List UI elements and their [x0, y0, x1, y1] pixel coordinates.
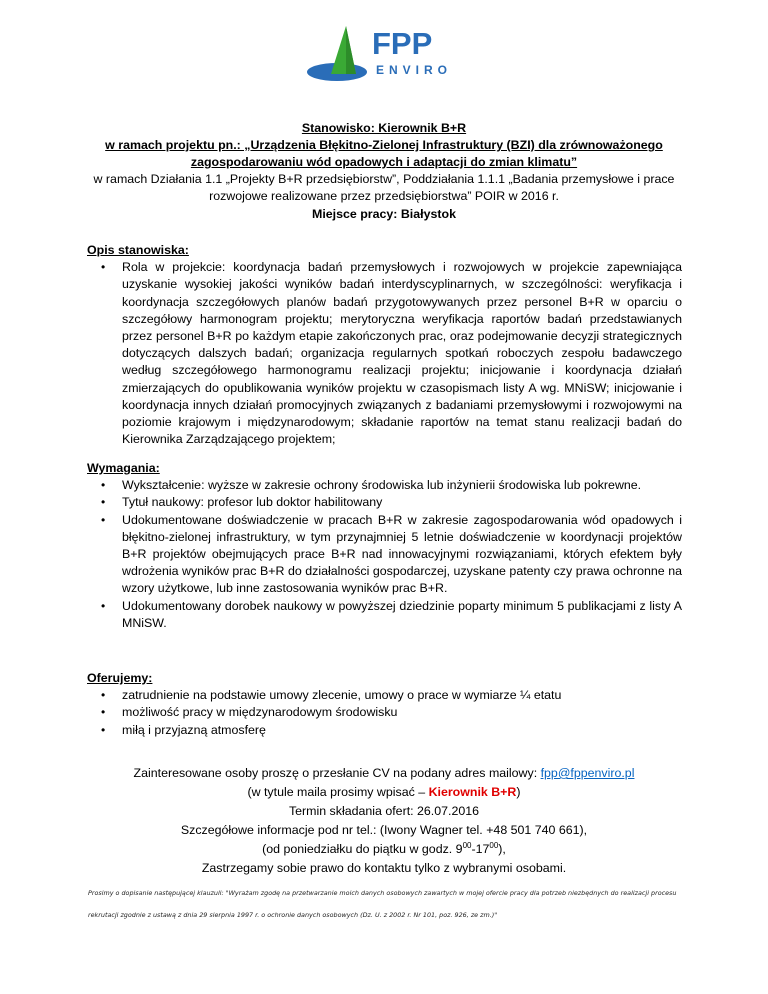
subject-keyword: Kierownik B+R	[428, 785, 517, 799]
list-item: • zatrudnienie na podstawie umowy zlecenie, umowy o prace w wymiarze ¼ etatu	[87, 687, 682, 704]
deadline: Termin składania ofert: 26.07.2016	[288, 804, 480, 818]
list-item: • miłą i przyjazną atmosferę	[87, 722, 682, 739]
list-item: • Rola w projekcie: koordynacja badań przemysłowych i rozwojowych w projekcie zapewniająca uzyskanie wysokiej jakości wyników badań interdyscyplinarnych, w szczególności: weryfikacja i koordynacja szczegółowych planów badań przygotowywanych przez personel B+R w oparciu o szczegółowy harmonogram projektu; merytoryczna weryfikacja raportów badań przedstawianych przez personel B+R po każdym etapie zakończonych prac, oraz podejmowanie decyzji strategicznych dotyczących dalszych badań; organizacja regularnych spotkań roboczych zespołu badawczego według szczegółowego harmonogramu realizacji projektu; inicjowanie i koordynacja działań zmierzających do opublikowania wyników projektu w czasopismach listy A wg. MNiSW; inicjowanie i koordynacja innych działań promocyjnych związanych z badaniami przemysłowymi i rozwojowymi na poziomie krajowym i międzynarodowym; składanie raportów na temat stanu realizacji badań do Kierownika Zarządzającego projektem;	[87, 259, 682, 448]
reservation-note: Zastrzegamy sobie prawo do kontaktu tylko z wybranymi osobami.	[201, 861, 567, 875]
email-link[interactable]: fpp@fppenviro.pl	[540, 766, 635, 780]
logo-text-fpp: FPP	[372, 26, 433, 61]
section-oferujemy	[87, 670, 682, 739]
section-opis	[87, 242, 682, 448]
list-item: • możliwość pracy w międzynarodowym środowisku	[87, 704, 682, 721]
list-item: • Wykształcenie: wyższe w zakresie ochrony środowiska lub inżynierii środowiska lub pokrewne.	[87, 477, 682, 494]
logo-text-enviro: ENVIRO	[376, 63, 453, 77]
section-heading: Oferujemy:	[87, 671, 153, 685]
logo-graphic	[300, 22, 470, 92]
list-item: • Udokumentowany dorobek naukowy w powyższej dziedzinie poparty minimum 5 publikacjami z listy A MNiSW.	[87, 598, 682, 632]
work-location: Miejsce pracy: Białystok	[312, 207, 456, 221]
phone-info: Szczegółowe informacje pod nr tel.: (Iwony Wagner tel. +48 501 740 661),	[180, 823, 588, 837]
position-title: Stanowisko: Kierownik B+R	[301, 121, 467, 135]
section-heading: Opis stanowiska:	[87, 243, 189, 257]
apply-line: Zainteresowane osoby proszę o przesłanie CV na podany adres mailowy: fpp@fppenviro.pl	[133, 766, 635, 780]
contact-info	[80, 764, 688, 878]
office-hours: (od poniedziałku do piątku w godz. $9^{00}-17^{00}$),	[262, 840, 506, 856]
section-heading: Wymagania:	[87, 461, 160, 475]
program-info: w ramach Działania 1.1 „Projekty B+R przedsiębiorstw”, Poddziałania 1.1.1 „Badania przemysłowe i prace rozwojowe realizowane przez przedsiębiorstwa” POIR w 2016 r.	[93, 172, 675, 203]
list-item: • Tytuł naukowy: profesor lub doktor habilitowany	[87, 494, 682, 511]
company-logo	[300, 22, 470, 92]
section-wymagania	[87, 460, 682, 632]
subject-line: (w tytule maila prosimy wpisać – Kierownik B+R)	[247, 785, 521, 799]
project-name: w ramach projektu pn.: „Urządzenia Błękitno-Zielonej Infrastruktury (BZI) dla zrównoważonego zagospodarowaniu wód opadowych i adaptacji do zmian klimatu”	[105, 138, 663, 169]
list-item: • Udokumentowane doświadczenie w pracach B+R w zakresie zagospodarowania wód opadowych i błękitno-zielonej infrastruktury, w tym przynajmniej 5 letnie doświadczenie w koordynacji projektów B+R projektów obejmujących prace B+R nad innowacyjnymi rozwiązaniami, których efektem były wdrożenia wyników prac B+R do działalności gospodarczej, uzyskane patenty czy prawa ochronne na wzory użytkowe, lub inne zastosowania wyników prac B+R.	[87, 512, 682, 598]
gdpr-clause: Prosimy o dopisanie następującej klauzuli: "Wyrażam zgodę na przetwarzanie moich danych osobowych zawartych w mojej ofercie pracy dla potrzeb niezbędnych do realizacji procesu rekrutacji zgodnie z ustawą z dnia 29 sierpnia 1997 r. o ochronie danych osobowych (Dz. U. z 2002 r. Nr 101, poz. 926, ze zm.)"	[88, 889, 677, 919]
page-header	[80, 120, 688, 205]
